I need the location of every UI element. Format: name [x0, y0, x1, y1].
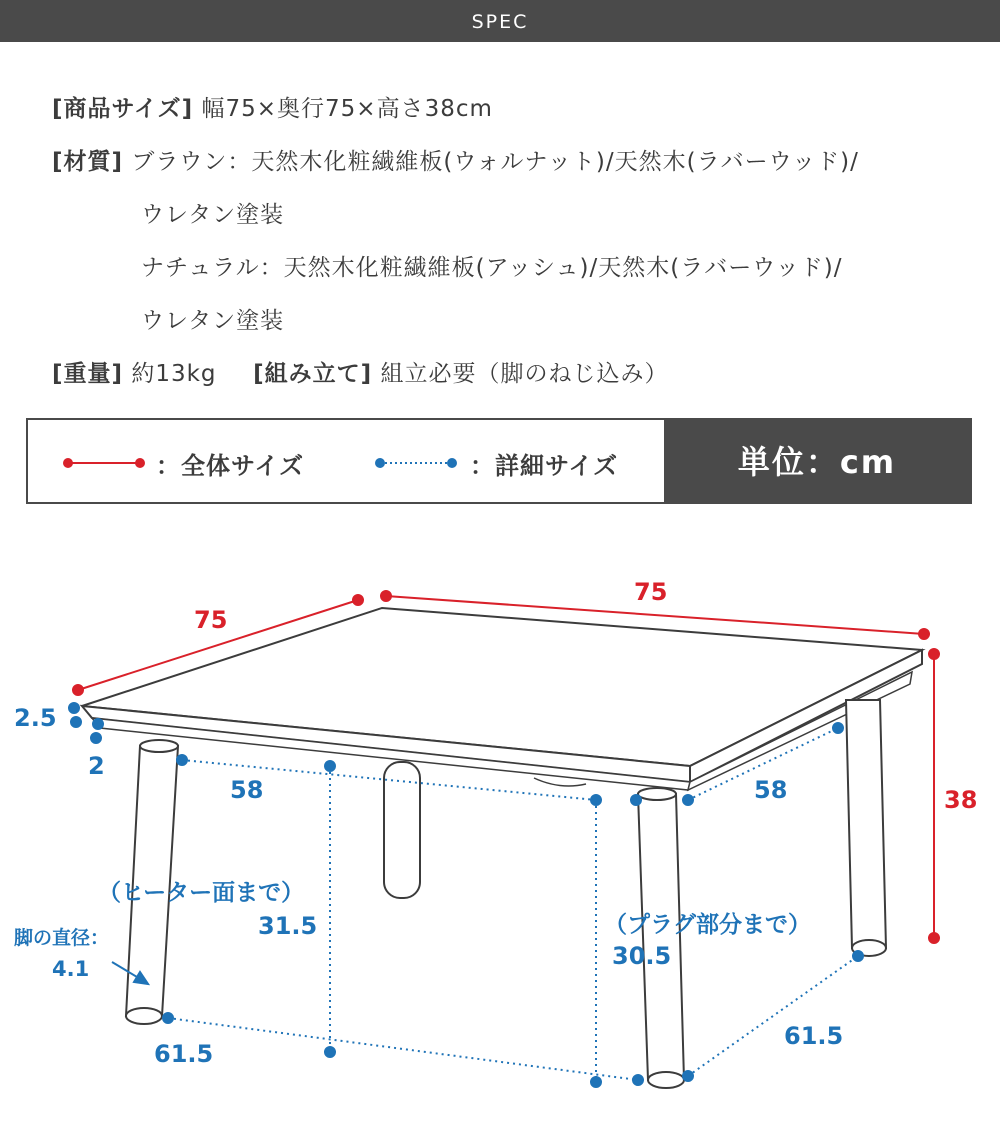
heater-dot-a: [325, 761, 335, 771]
leg-right-back: [846, 700, 886, 956]
inner-left-label: 58: [230, 776, 264, 804]
material-key: [材質]: [52, 149, 124, 175]
heater-note: （ヒーター面まで）: [98, 880, 305, 906]
frame-thickness-label: 2: [88, 752, 105, 780]
outer-right-line: [688, 956, 858, 1076]
material-line-4: ウレタン塗装: [141, 308, 285, 334]
heater-height-label: 31.5: [258, 912, 318, 940]
outer-right-label: 61.5: [784, 1022, 844, 1050]
assembly-value: 組立必要（脚のねじ込み）: [380, 361, 669, 387]
height-dot-b: [929, 933, 939, 943]
top-thickness-label: 2.5: [14, 704, 57, 732]
leg-diameter-note: 脚の直径：: [14, 927, 110, 949]
height-label: 38: [944, 786, 978, 814]
plug-dot-b: [591, 1077, 601, 1087]
top-thickness-dot-a: [69, 703, 79, 713]
outer-left-dot-b: [633, 1075, 643, 1085]
outer-right-dot-a: [683, 1071, 693, 1081]
plug-height-label: 30.5: [612, 942, 672, 970]
width-label: 75: [634, 578, 668, 606]
weight-key: [重量]: [52, 361, 124, 387]
material-line-1: ブラウン：天然木化粧繊維板(ウォルナット)/天然木(ラバーウッド)/: [131, 149, 859, 175]
outer-left-dot-a: [163, 1013, 173, 1023]
inner-left-dot-a: [177, 755, 187, 765]
heater-dot-b: [325, 1047, 335, 1057]
width-dot-b: [919, 629, 929, 639]
size-key: [商品サイズ]: [52, 96, 194, 122]
unit-label: 単位：cm: [737, 443, 897, 481]
weight-value: 約13kg: [131, 361, 217, 387]
outer-right-dot-b: [853, 951, 863, 961]
leg-back: [384, 762, 420, 898]
material-line-3: ナチュラル：天然木化粧繊維板(アッシュ)/天然木(ラバーウッド)/: [141, 255, 843, 281]
frame-dot-b: [91, 733, 101, 743]
plug-note: （プラグ部分まで）: [604, 912, 811, 938]
leg-front-right: [638, 788, 684, 1088]
depth-dot-a: [73, 685, 83, 695]
top-thickness-dot-b: [71, 717, 81, 727]
inner-right-dot-c: [631, 795, 641, 805]
outer-left-label: 61.5: [154, 1040, 214, 1068]
depth-dot-b: [353, 595, 363, 605]
spec-title: SPEC: [471, 11, 529, 33]
leg-diameter-label: 4.1: [52, 957, 90, 981]
frame-dot-a: [93, 719, 103, 729]
overall-size-label: ：全体サイズ: [156, 452, 305, 480]
detail-size-label: ：詳細サイズ: [470, 452, 619, 480]
inner-right-dot-a: [683, 795, 693, 805]
outer-left-line: [168, 1018, 638, 1080]
inner-right-dot-b: [833, 723, 843, 733]
assembly-key: [組み立て]: [253, 361, 373, 387]
width-dot-a: [381, 591, 391, 601]
heater-bump: [534, 778, 586, 786]
material-line-2: ウレタン塗装: [141, 202, 285, 228]
size-value: 幅75×奥行75×高さ38cm: [201, 96, 493, 122]
inner-right-label: 58: [754, 776, 788, 804]
height-dot-a: [929, 649, 939, 659]
depth-label: 75: [194, 606, 228, 634]
